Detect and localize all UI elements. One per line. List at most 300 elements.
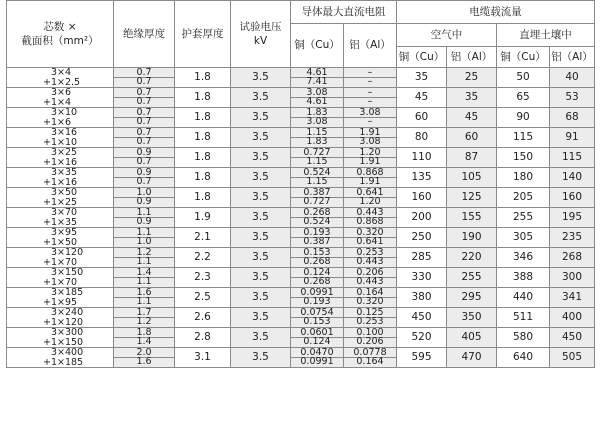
cell-core-area xyxy=(7,308,114,328)
insulation-neutral: 0.7 xyxy=(136,76,152,87)
cell-sheath: 2.3 xyxy=(175,268,231,288)
core-area-neutral: +1×6 xyxy=(43,116,72,128)
insulation-neutral: 1.2 xyxy=(136,316,152,327)
cell-voltage: 3.5 xyxy=(231,128,291,148)
cell-insulation xyxy=(114,168,175,188)
cell-res-cu xyxy=(291,108,344,128)
cell-res-cu xyxy=(291,128,344,148)
res-al-main: 0.320 xyxy=(344,229,396,238)
cell-res-cu xyxy=(291,228,344,248)
insulation-main: 0.7 xyxy=(114,69,174,78)
cell-insulation xyxy=(114,248,175,268)
cell-soil-cu: 50 xyxy=(497,68,550,88)
cell-core-area xyxy=(7,188,114,208)
cell-res-al xyxy=(344,148,397,168)
cell-air-al: 45 xyxy=(447,108,497,128)
res-cu-main: 0.0754 xyxy=(291,309,343,318)
table-row xyxy=(7,328,595,348)
res-cu-neutral: 0.124 xyxy=(303,336,331,347)
res-cu-main: 1.15 xyxy=(291,129,343,138)
cell-soil-cu: 511 xyxy=(497,308,550,328)
table-row xyxy=(7,288,595,308)
cell-soil-al: 140 xyxy=(550,168,595,188)
res-al-main: 0.206 xyxy=(344,269,396,278)
res-cu-main: 0.193 xyxy=(291,229,343,238)
res-al-neutral: – xyxy=(367,96,373,107)
core-area-neutral: +1×16 xyxy=(43,176,78,188)
cell-insulation xyxy=(114,108,175,128)
core-area-neutral: +1×4 xyxy=(43,96,72,108)
cell-soil-al: 91 xyxy=(550,128,595,148)
cell-air-al: 25 xyxy=(447,68,497,88)
cell-res-cu xyxy=(291,348,344,368)
res-al-neutral: 0.868 xyxy=(356,216,384,227)
header-sheath: 护套厚度 xyxy=(175,1,231,68)
insulation-main: 1.8 xyxy=(114,329,174,338)
cell-air-cu: 380 xyxy=(397,288,447,308)
res-cu-main: 0.0470 xyxy=(291,349,343,358)
res-cu-neutral: 4.61 xyxy=(306,96,328,107)
res-al-main: 1.20 xyxy=(344,149,396,158)
cell-res-cu xyxy=(291,188,344,208)
cell-sheath: 2.5 xyxy=(175,288,231,308)
cell-sheath: 2.6 xyxy=(175,308,231,328)
cell-air-al: 255 xyxy=(447,268,497,288)
cell-res-cu xyxy=(291,68,344,88)
res-cu-main: 4.61 xyxy=(291,69,343,78)
res-al-neutral: 0.443 xyxy=(356,256,384,267)
core-area-main: 3×70 xyxy=(51,207,78,218)
insulation-main: 1.1 xyxy=(114,209,174,218)
cell-soil-cu: 115 xyxy=(497,128,550,148)
cell-air-cu: 330 xyxy=(397,268,447,288)
cell-res-al xyxy=(344,168,397,188)
cell-voltage: 3.5 xyxy=(231,148,291,168)
cell-air-al: 470 xyxy=(447,348,497,368)
cell-res-al xyxy=(344,308,397,328)
res-cu-main: 0.0991 xyxy=(291,289,343,298)
res-cu-main: 0.268 xyxy=(291,209,343,218)
header-soil-cu: 铜（Cu） xyxy=(497,47,550,68)
table-row xyxy=(7,268,595,288)
cell-soil-cu: 346 xyxy=(497,248,550,268)
table-row xyxy=(7,348,595,368)
insulation-main: 0.7 xyxy=(114,109,174,118)
res-al-main: 0.164 xyxy=(344,289,396,298)
cell-air-al: 125 xyxy=(447,188,497,208)
core-area-main: 3×95 xyxy=(51,227,78,238)
res-cu-neutral: 0.153 xyxy=(303,316,331,327)
res-cu-neutral: 0.727 xyxy=(303,196,331,207)
cell-air-cu: 160 xyxy=(397,188,447,208)
header-air-al: 铝（Al） xyxy=(447,47,497,68)
cell-core-area xyxy=(7,288,114,308)
header-core-area-line1: 芯数 × xyxy=(43,21,77,33)
header-voltage xyxy=(231,1,291,68)
cell-soil-cu: 305 xyxy=(497,228,550,248)
cell-air-al: 350 xyxy=(447,308,497,328)
core-area-main: 3×6 xyxy=(51,87,72,98)
header-air-cu: 铜（Cu） xyxy=(397,47,447,68)
cell-air-al: 405 xyxy=(447,328,497,348)
res-al-main: 3.08 xyxy=(344,109,396,118)
core-area-main: 3×150 xyxy=(51,267,84,278)
res-al-main: – xyxy=(344,89,396,98)
insulation-main: 1.7 xyxy=(114,309,174,318)
cell-voltage: 3.5 xyxy=(231,208,291,228)
cell-soil-al: 160 xyxy=(550,188,595,208)
cell-res-cu xyxy=(291,168,344,188)
cell-insulation xyxy=(114,228,175,248)
insulation-neutral: 1.6 xyxy=(136,356,152,367)
res-al-neutral: 0.206 xyxy=(356,336,384,347)
res-cu-neutral: 3.08 xyxy=(306,116,328,127)
res-cu-neutral: 1.15 xyxy=(306,156,328,167)
cell-soil-al: 115 xyxy=(550,148,595,168)
cell-sheath: 1.8 xyxy=(175,88,231,108)
insulation-neutral: 1.1 xyxy=(136,276,152,287)
res-al-neutral: 1.91 xyxy=(359,156,381,167)
res-cu-neutral: 0.524 xyxy=(303,216,331,227)
table-row xyxy=(7,308,595,328)
header-in-air: 空气中 xyxy=(397,24,497,47)
core-area-neutral: +1×70 xyxy=(43,276,78,288)
cell-sheath: 1.8 xyxy=(175,108,231,128)
res-cu-neutral: 0.268 xyxy=(303,256,331,267)
core-area-neutral: +1×25 xyxy=(43,196,78,208)
core-area-main: 3×185 xyxy=(51,287,84,298)
table-row xyxy=(7,168,595,188)
cell-air-al: 87 xyxy=(447,148,497,168)
res-cu-main: 0.0601 xyxy=(291,329,343,338)
cell-core-area xyxy=(7,208,114,228)
insulation-main: 0.7 xyxy=(114,129,174,138)
header-res-al: 铝（Al） xyxy=(344,24,397,68)
cell-sheath: 2.2 xyxy=(175,248,231,268)
table-row xyxy=(7,88,595,108)
core-area-main: 3×4 xyxy=(51,67,72,78)
res-al-main: – xyxy=(344,69,396,78)
res-al-neutral: – xyxy=(367,116,373,127)
cell-voltage: 3.5 xyxy=(231,328,291,348)
cell-air-al: 155 xyxy=(447,208,497,228)
insulation-neutral: 0.9 xyxy=(136,216,152,227)
cell-insulation xyxy=(114,268,175,288)
cell-res-al xyxy=(344,208,397,228)
res-cu-neutral: 0.193 xyxy=(303,296,331,307)
insulation-main: 1.6 xyxy=(114,289,174,298)
cell-res-al xyxy=(344,108,397,128)
res-al-neutral: 1.91 xyxy=(359,176,381,187)
res-cu-main: 1.83 xyxy=(291,109,343,118)
cell-voltage: 3.5 xyxy=(231,108,291,128)
cell-insulation xyxy=(114,288,175,308)
cell-soil-cu: 205 xyxy=(497,188,550,208)
cell-core-area xyxy=(7,268,114,288)
header-voltage-line2: kV xyxy=(253,34,268,47)
cell-soil-al: 53 xyxy=(550,88,595,108)
cell-voltage: 3.5 xyxy=(231,168,291,188)
cell-core-area xyxy=(7,228,114,248)
header-max-dc-resistance: 导体最大直流电阻 xyxy=(291,1,397,24)
cell-air-al: 190 xyxy=(447,228,497,248)
cell-insulation xyxy=(114,188,175,208)
header-ampacity: 电缆载流量 xyxy=(397,1,595,24)
cell-res-cu xyxy=(291,328,344,348)
cell-soil-al: 40 xyxy=(550,68,595,88)
res-cu-main: 0.727 xyxy=(291,149,343,158)
core-area-main: 3×25 xyxy=(51,147,78,158)
cell-insulation xyxy=(114,148,175,168)
cell-soil-cu: 180 xyxy=(497,168,550,188)
insulation-neutral: 1.4 xyxy=(136,336,152,347)
res-al-neutral: 3.08 xyxy=(359,136,381,147)
res-cu-neutral: 7.41 xyxy=(306,76,328,87)
cable-spec-table xyxy=(6,0,595,368)
res-al-neutral: 0.164 xyxy=(356,356,384,367)
core-area-main: 3×35 xyxy=(51,167,78,178)
cell-soil-cu: 388 xyxy=(497,268,550,288)
core-area-neutral: +1×185 xyxy=(43,356,84,368)
insulation-main: 1.0 xyxy=(114,189,174,198)
cell-core-area xyxy=(7,248,114,268)
core-area-main: 3×240 xyxy=(51,307,84,318)
cell-res-al xyxy=(344,88,397,108)
cell-core-area xyxy=(7,328,114,348)
cell-voltage: 3.5 xyxy=(231,248,291,268)
cell-soil-al: 300 xyxy=(550,268,595,288)
cell-air-cu: 35 xyxy=(397,68,447,88)
cell-air-cu: 520 xyxy=(397,328,447,348)
res-al-main: 1.91 xyxy=(344,129,396,138)
cell-soil-al: 400 xyxy=(550,308,595,328)
core-area-main: 3×300 xyxy=(51,327,84,338)
core-area-neutral: +1×16 xyxy=(43,156,78,168)
cell-core-area xyxy=(7,168,114,188)
insulation-main: 2.0 xyxy=(114,349,174,358)
cell-soil-al: 341 xyxy=(550,288,595,308)
table-row xyxy=(7,68,595,88)
cell-res-cu xyxy=(291,308,344,328)
cell-res-cu xyxy=(291,88,344,108)
cell-voltage: 3.5 xyxy=(231,228,291,248)
insulation-neutral: 0.7 xyxy=(136,156,152,167)
table-row xyxy=(7,128,595,148)
core-area-main: 3×16 xyxy=(51,127,78,138)
cell-sheath: 1.8 xyxy=(175,188,231,208)
cell-voltage: 3.5 xyxy=(231,348,291,368)
insulation-main: 0.9 xyxy=(114,149,174,158)
res-al-neutral: – xyxy=(367,76,373,87)
res-cu-main: 0.124 xyxy=(291,269,343,278)
cell-voltage: 3.5 xyxy=(231,68,291,88)
cell-sheath: 1.8 xyxy=(175,128,231,148)
cell-core-area xyxy=(7,348,114,368)
core-area-neutral: +1×2.5 xyxy=(43,76,81,88)
table-row xyxy=(7,148,595,168)
cell-air-cu: 110 xyxy=(397,148,447,168)
cell-res-cu xyxy=(291,148,344,168)
header-buried: 直埋土壤中 xyxy=(497,24,595,47)
cell-insulation xyxy=(114,328,175,348)
cell-soil-al: 450 xyxy=(550,328,595,348)
cell-voltage: 3.5 xyxy=(231,188,291,208)
res-cu-neutral: 1.15 xyxy=(306,176,328,187)
cell-sheath: 1.8 xyxy=(175,68,231,88)
cell-voltage: 3.5 xyxy=(231,88,291,108)
cell-res-al xyxy=(344,68,397,88)
res-al-neutral: 0.641 xyxy=(356,236,384,247)
insulation-neutral: 0.7 xyxy=(136,176,152,187)
cell-soil-cu: 255 xyxy=(497,208,550,228)
core-area-main: 3×400 xyxy=(51,347,84,358)
core-area-neutral: +1×95 xyxy=(43,296,78,308)
cell-sheath: 1.9 xyxy=(175,208,231,228)
res-cu-main: 0.153 xyxy=(291,249,343,258)
cell-soil-al: 505 xyxy=(550,348,595,368)
cell-soil-cu: 65 xyxy=(497,88,550,108)
cell-core-area xyxy=(7,128,114,148)
res-al-main: 0.443 xyxy=(344,209,396,218)
cell-res-cu xyxy=(291,248,344,268)
insulation-main: 1.2 xyxy=(114,249,174,258)
cell-air-cu: 285 xyxy=(397,248,447,268)
cell-air-cu: 60 xyxy=(397,108,447,128)
header-core-area xyxy=(7,1,114,68)
insulation-main: 1.1 xyxy=(114,229,174,238)
cell-air-cu: 250 xyxy=(397,228,447,248)
insulation-main: 0.9 xyxy=(114,169,174,178)
cell-res-al xyxy=(344,348,397,368)
cell-res-al xyxy=(344,328,397,348)
cell-soil-cu: 440 xyxy=(497,288,550,308)
cell-res-cu xyxy=(291,208,344,228)
cell-air-cu: 450 xyxy=(397,308,447,328)
insulation-main: 0.7 xyxy=(114,89,174,98)
cell-soil-al: 195 xyxy=(550,208,595,228)
res-al-main: 0.641 xyxy=(344,189,396,198)
insulation-neutral: 0.7 xyxy=(136,116,152,127)
table-row xyxy=(7,208,595,228)
insulation-neutral: 0.7 xyxy=(136,96,152,107)
cell-sheath: 2.1 xyxy=(175,228,231,248)
cell-res-al xyxy=(344,288,397,308)
cell-insulation xyxy=(114,128,175,148)
core-area-main: 3×10 xyxy=(51,107,78,118)
cell-core-area xyxy=(7,148,114,168)
cell-soil-al: 268 xyxy=(550,248,595,268)
cell-sheath: 1.8 xyxy=(175,148,231,168)
table-header xyxy=(7,1,595,68)
cell-core-area xyxy=(7,108,114,128)
header-res-cu: 铜（Cu） xyxy=(291,24,344,68)
core-area-neutral: +1×70 xyxy=(43,256,78,268)
res-al-neutral: 1.20 xyxy=(359,196,381,207)
res-cu-neutral: 0.268 xyxy=(303,276,331,287)
cell-soil-al: 235 xyxy=(550,228,595,248)
res-al-neutral: 0.320 xyxy=(356,296,384,307)
header-voltage-line1: 试验电压 xyxy=(239,21,282,33)
cell-voltage: 3.5 xyxy=(231,268,291,288)
cell-res-cu xyxy=(291,288,344,308)
cable-spec-table-container xyxy=(6,0,594,368)
cell-res-al xyxy=(344,228,397,248)
cell-soil-cu: 640 xyxy=(497,348,550,368)
cell-soil-cu: 150 xyxy=(497,148,550,168)
res-cu-main: 0.524 xyxy=(291,169,343,178)
cell-sheath: 1.8 xyxy=(175,168,231,188)
cell-soil-al: 68 xyxy=(550,108,595,128)
insulation-neutral: 1.1 xyxy=(136,296,152,307)
cell-air-al: 220 xyxy=(447,248,497,268)
cell-air-al: 60 xyxy=(447,128,497,148)
cell-voltage: 3.5 xyxy=(231,308,291,328)
res-al-main: 0.868 xyxy=(344,169,396,178)
cell-res-al xyxy=(344,188,397,208)
cell-insulation xyxy=(114,348,175,368)
core-area-neutral: +1×150 xyxy=(43,336,84,348)
res-al-main: 0.100 xyxy=(344,329,396,338)
res-al-main: 0.0778 xyxy=(344,349,396,358)
cell-insulation xyxy=(114,208,175,228)
table-row xyxy=(7,108,595,128)
cell-res-al xyxy=(344,268,397,288)
table-body xyxy=(7,68,595,368)
cell-res-al xyxy=(344,128,397,148)
res-al-neutral: 0.253 xyxy=(356,316,384,327)
insulation-main: 1.4 xyxy=(114,269,174,278)
cell-soil-cu: 90 xyxy=(497,108,550,128)
core-area-neutral: +1×50 xyxy=(43,236,78,248)
core-area-neutral: +1×120 xyxy=(43,316,84,328)
cell-air-al: 105 xyxy=(447,168,497,188)
insulation-neutral: 0.7 xyxy=(136,136,152,147)
cell-res-al xyxy=(344,248,397,268)
cell-core-area xyxy=(7,88,114,108)
table-row xyxy=(7,228,595,248)
cell-sheath: 3.1 xyxy=(175,348,231,368)
insulation-neutral: 1.1 xyxy=(136,256,152,267)
res-al-main: 0.253 xyxy=(344,249,396,258)
res-cu-neutral: 0.387 xyxy=(303,236,331,247)
res-cu-neutral: 0.0991 xyxy=(300,356,334,367)
res-cu-neutral: 1.83 xyxy=(306,136,328,147)
core-area-neutral: +1×10 xyxy=(43,136,78,148)
core-area-main: 3×120 xyxy=(51,247,84,258)
insulation-neutral: 0.9 xyxy=(136,196,152,207)
res-al-main: 0.125 xyxy=(344,309,396,318)
core-area-neutral: +1×35 xyxy=(43,216,78,228)
cell-sheath: 2.8 xyxy=(175,328,231,348)
insulation-neutral: 1.0 xyxy=(136,236,152,247)
cell-air-cu: 200 xyxy=(397,208,447,228)
cell-res-cu xyxy=(291,268,344,288)
header-insulation: 绝缘厚度 xyxy=(114,1,175,68)
cell-voltage: 3.5 xyxy=(231,288,291,308)
table-row xyxy=(7,188,595,208)
res-cu-main: 3.08 xyxy=(291,89,343,98)
cell-air-cu: 80 xyxy=(397,128,447,148)
res-al-neutral: 0.443 xyxy=(356,276,384,287)
cell-core-area xyxy=(7,68,114,88)
cell-air-cu: 135 xyxy=(397,168,447,188)
cell-air-cu: 45 xyxy=(397,88,447,108)
cell-air-cu: 595 xyxy=(397,348,447,368)
cell-insulation xyxy=(114,68,175,88)
cell-air-al: 35 xyxy=(447,88,497,108)
header-soil-al: 铝（Al） xyxy=(550,47,595,68)
cell-soil-cu: 580 xyxy=(497,328,550,348)
